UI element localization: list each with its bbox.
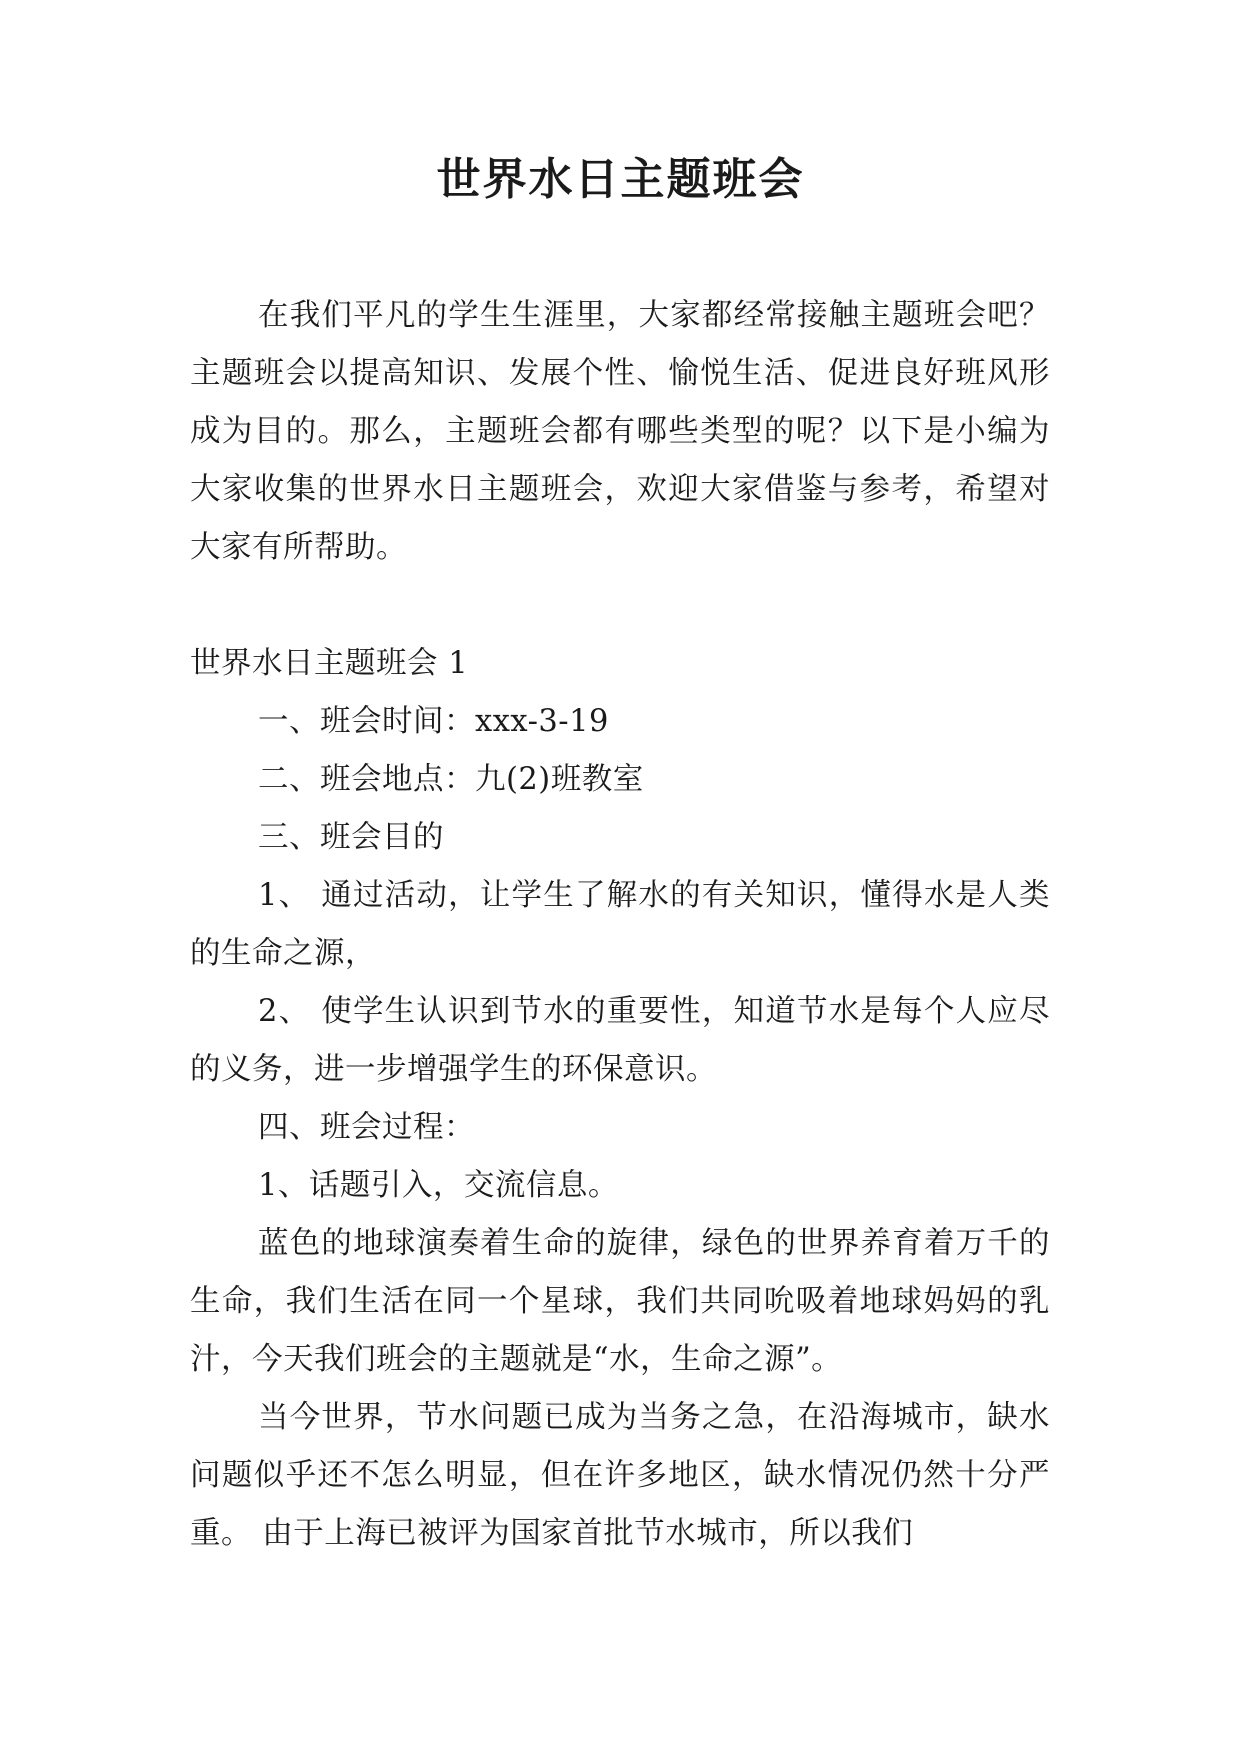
meeting-time: 一、班会时间：xxx-3-19	[258, 704, 609, 739]
intro-paragraph: 在我们平凡的学生生涯里，大家都经常接触主题班会吧？主题班会以提高知识、发展个性、愉悦生活、促进良好班风形成为目的。那么，主题班会都有哪些类型的呢？以下是小编为大家收集的世界水日主题班会，欢迎大家借鉴与参考，希望对大家有所帮助。	[190, 298, 1050, 565]
document-title: 世界水日主题班会	[436, 154, 805, 205]
body-paragraph: 当今世界，节水问题已成为当务之急，在沿海城市，缺水问题似乎还不怎么明显，但在许多地区，缺水情况仍然十分严重。 由于上海已被评为国家首批节水城市，所以我们	[190, 1400, 1050, 1551]
purpose-item-1: 1、 通过活动，让学生了解水的有关知识，懂得水是人类的生命之源，	[190, 878, 1050, 971]
body-paragraph: 蓝色的地球演奏着生命的旋律，绿色的世界养育着万千的生命，我们生活在同一个星球，我们共同吮吸着地球妈妈的乳汁，今天我们班会的主题就是“水，生命之源”。	[190, 1226, 1050, 1377]
meeting-process-heading: 四、班会过程：	[258, 1110, 475, 1145]
meeting-purpose-heading: 三、班会目的	[258, 820, 444, 855]
section-heading: 世界水日主题班会 1	[190, 646, 469, 681]
process-step-1: 1、话题引入，交流信息。	[258, 1168, 619, 1203]
meeting-location: 二、班会地点：九(2)班教室	[258, 762, 644, 797]
purpose-item-2: 2、 使学生认识到节水的重要性，知道节水是每个人应尽的义务，进一步增强学生的环保意识。	[190, 994, 1050, 1087]
document-content	[190, 635, 1050, 1563]
